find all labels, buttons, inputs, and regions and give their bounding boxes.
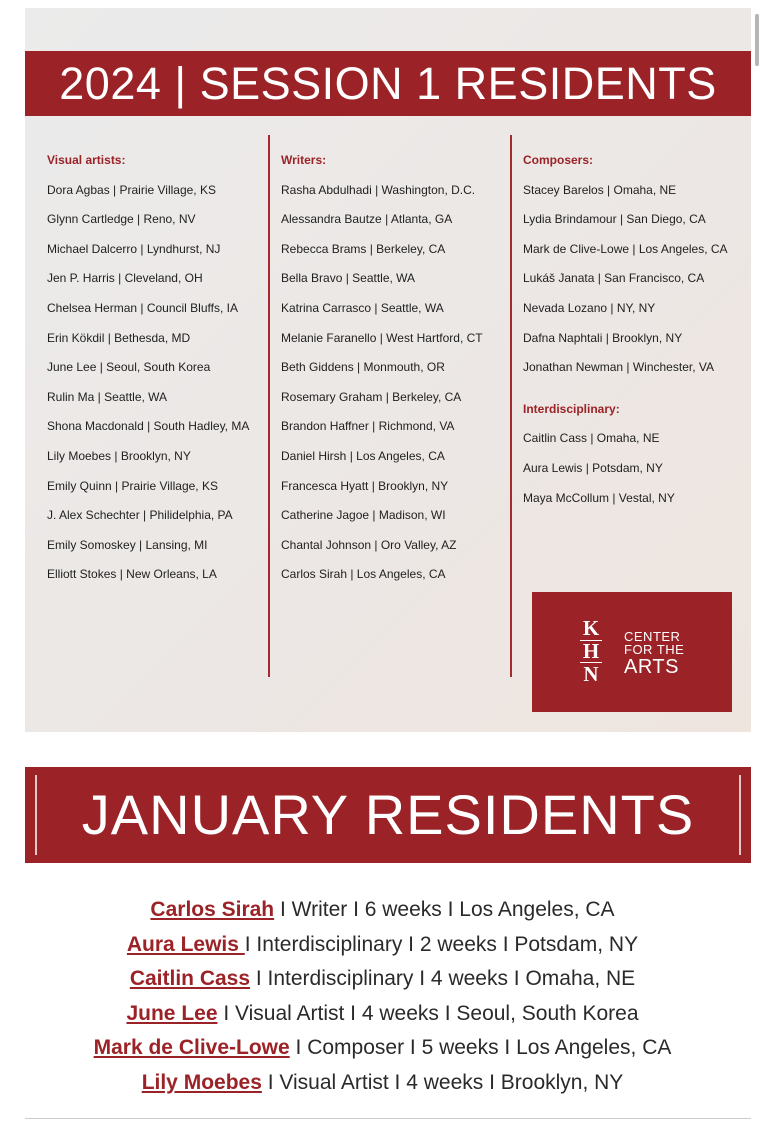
- divider: [25, 1118, 751, 1119]
- resident-details: I Visual Artist I 4 weeks I Brooklyn, NY: [261, 1070, 624, 1094]
- logo-line: ARTS: [624, 656, 679, 678]
- resident-entry: Katrina Carrasco | Seattle, WA: [281, 300, 444, 315]
- resident-entry: Brandon Haffner | Richmond, VA: [281, 419, 455, 434]
- resident-entry: Rulin Ma | Seattle, WA: [47, 389, 168, 404]
- resident-entry: Emily Somoskey | Lansing, MI: [47, 537, 208, 552]
- resident-entry: June Lee | Seoul, South Korea: [47, 360, 211, 375]
- logo-line: FOR THE: [624, 642, 685, 657]
- resident-entry: Caitlin Cass | Omaha, NE: [523, 431, 660, 446]
- logo-letter: N: [583, 662, 599, 686]
- resident-entry: Dafna Naphtali | Brooklyn, NY: [523, 330, 683, 345]
- resident-entry: Nevada Lozano | NY, NY: [523, 300, 656, 315]
- column-divider: [510, 135, 512, 677]
- khn-logo: [532, 592, 732, 712]
- resident-entry: Maya McCollum | Vestal, NY: [523, 490, 675, 505]
- logo-line: CENTER: [624, 629, 681, 644]
- resident-entry: Glynn Cartledge | Reno, NV: [47, 212, 196, 227]
- list-item: [0, 1066, 765, 1101]
- interdisciplinary-heading: Interdisciplinary:: [523, 401, 620, 416]
- resident-entry: Stacey Barelos | Omaha, NE: [523, 182, 677, 197]
- resident-link[interactable]: Caitlin Cass: [129, 967, 251, 991]
- resident-entry: Lydia Brindamour | San Diego, CA: [523, 212, 706, 227]
- composers-heading: Composers:: [523, 153, 594, 167]
- spacer: [523, 388, 728, 400]
- composers-column: [523, 151, 728, 518]
- visual-artists-heading: Visual artists:: [47, 153, 126, 167]
- list-item: [0, 928, 765, 963]
- resident-entry: Daniel Hirsh | Los Angeles, CA: [281, 448, 445, 463]
- january-banner: [25, 767, 751, 863]
- resident-entry: Elliott Stokes | New Orleans, LA: [47, 567, 217, 582]
- resident-entry: Lily Moebes | Brooklyn, NY: [47, 448, 191, 463]
- resident-entry: Carlos Sirah | Los Angeles, CA: [281, 567, 446, 582]
- resident-details: I Interdisciplinary I 2 weeks I Potsdam, NY: [244, 932, 639, 956]
- resident-entry: Lukáš Janata | San Francisco, CA: [523, 271, 705, 286]
- resident-entry: Aura Lewis | Potsdam, NY: [523, 460, 663, 475]
- session-banner: 2024 | SESSION 1 RESIDENTS: [25, 51, 751, 116]
- list-item: [0, 997, 765, 1032]
- writers-heading: Writers:: [281, 153, 327, 167]
- resident-entry: Dora Agbas | Prairie Village, KS: [47, 182, 216, 197]
- resident-link[interactable]: Aura Lewis: [126, 932, 245, 956]
- logo-wordmark: [624, 630, 684, 678]
- resident-entry: Rasha Abdulhadi | Washington, D.C.: [281, 182, 476, 197]
- resident-entry: Rebecca Brams | Berkeley, CA: [281, 241, 446, 256]
- resident-entry: Jen P. Harris | Cleveland, OH: [47, 271, 203, 286]
- resident-entry: Rosemary Graham | Berkeley, CA: [281, 389, 462, 404]
- resident-details: I Visual Artist I 4 weeks I Seoul, South Korea: [217, 1001, 639, 1025]
- january-banner-title: JANUARY RESIDENTS: [35, 775, 741, 855]
- resident-entry: Bella Bravo | Seattle, WA: [281, 271, 416, 286]
- resident-entry: Mark de Clive-Lowe | Los Angeles, CA: [523, 241, 728, 256]
- list-item: [0, 1031, 765, 1066]
- logo-letter: K: [582, 616, 600, 640]
- list-item: [0, 962, 765, 997]
- resident-entry: Shona Macdonald | South Hadley, MA: [47, 419, 250, 434]
- resident-entry: Erin Kökdil | Bethesda, MD: [47, 330, 191, 345]
- january-residents-list: [0, 893, 765, 1101]
- resident-details: I Writer I 6 weeks I Los Angeles, CA: [274, 898, 615, 921]
- visual-artists-column: [47, 151, 249, 595]
- column-divider: [268, 135, 270, 677]
- resident-entry: Emily Quinn | Prairie Village, KS: [47, 478, 218, 493]
- resident-link[interactable]: Lily Moebes: [141, 1070, 262, 1094]
- resident-entry: Francesca Hyatt | Brooklyn, NY: [281, 478, 449, 493]
- resident-entry: Catherine Jagoe | Madison, WI: [281, 508, 446, 523]
- resident-link[interactable]: Mark de Clive-Lowe: [93, 1036, 290, 1060]
- resident-entry: Jonathan Newman | Winchester, VA: [523, 360, 714, 375]
- logo-letter: H: [580, 640, 602, 663]
- resident-entry: Alessandra Bautze | Atlanta, GA: [281, 212, 453, 227]
- scrollbar[interactable]: [755, 14, 759, 66]
- resident-entry: Chelsea Herman | Council Bluffs, IA: [47, 300, 238, 315]
- logo-monogram: [580, 618, 602, 685]
- resident-entry: Melanie Faranello | West Hartford, CT: [281, 330, 483, 345]
- writers-column: [281, 151, 483, 595]
- resident-entry: Beth Giddens | Monmouth, OR: [281, 360, 445, 375]
- list-item: [0, 893, 765, 928]
- resident-link[interactable]: Carlos Sirah: [150, 898, 275, 921]
- resident-entry: Chantal Johnson | Oro Valley, AZ: [281, 537, 457, 552]
- resident-entry: J. Alex Schechter | Philidelphia, PA: [47, 508, 233, 523]
- resident-details: I Composer I 5 weeks I Los Angeles, CA: [289, 1036, 672, 1060]
- resident-details: I Interdisciplinary I 4 weeks I Omaha, NE: [250, 967, 636, 991]
- resident-entry: Michael Dalcerro | Lyndhurst, NJ: [47, 241, 221, 256]
- resident-link[interactable]: June Lee: [126, 1001, 218, 1025]
